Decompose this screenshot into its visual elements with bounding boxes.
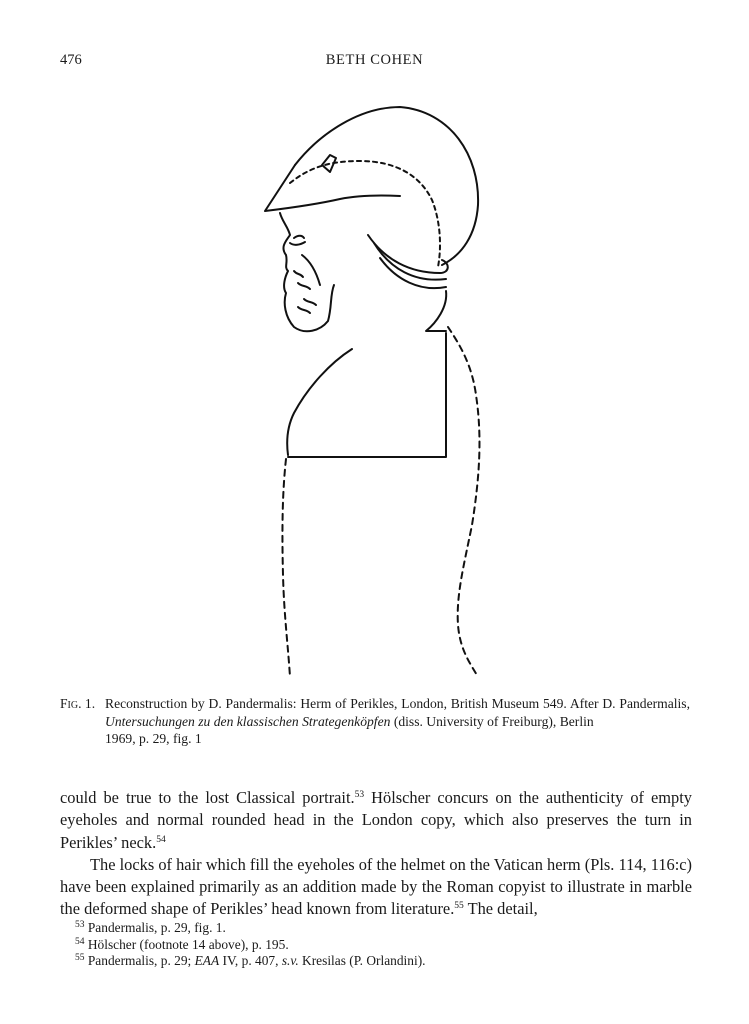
figure-label	[60, 695, 105, 748]
para2-text: The locks of hair which fill the eyeholes of the helmet on the Vatican herm (Pls. 114, 116:c) have been explained primarily as an addition made by the Roman copyist to illustrate in marble the deformed shape of Perikles’ head known from literature.	[60, 854, 692, 919]
caption-text	[105, 695, 690, 748]
figure-label-number: . 1.	[78, 696, 96, 711]
paragraph-1	[60, 787, 692, 854]
helmet-back-rim	[368, 235, 448, 273]
neck-band	[374, 243, 446, 288]
footnote-ref-54: 54	[156, 834, 166, 845]
footnote-text: Kresilas (P. Orlandini).	[302, 953, 426, 969]
footnote-text: Pandermalis, p. 29, fig. 1.	[87, 920, 226, 935]
para1-text: could be true to the lost Classical portrait.	[60, 788, 355, 807]
caption-part3: 1969, p. 29, fig. 1	[105, 731, 202, 746]
footnote-text: Hölscher (footnote 14 above), p. 195.	[87, 936, 289, 952]
paragraph-2	[60, 854, 692, 921]
helmet-visor	[265, 165, 400, 211]
page-number: 476	[60, 52, 82, 68]
para2-text2: The detail,	[463, 899, 538, 919]
helmet-eyehole-dashed	[290, 161, 440, 267]
figure-caption	[60, 695, 690, 748]
body-text	[60, 787, 692, 921]
footnote-text: Pandermalis, p. 29;	[87, 953, 192, 969]
bust-front	[287, 349, 352, 455]
footnote-53	[75, 920, 695, 937]
neck-back	[426, 291, 446, 331]
footnotes	[75, 920, 695, 970]
figure-label-prefix: Fig	[60, 696, 79, 711]
footnote-number: 55	[75, 953, 85, 964]
bust-base	[288, 333, 446, 457]
beard-texture	[294, 271, 316, 313]
face-cheek	[302, 255, 320, 285]
footnote-55	[75, 953, 695, 970]
face-eye	[290, 236, 305, 245]
footnote-italic: s.v.	[281, 953, 299, 969]
running-head: BETH COHEN	[325, 52, 424, 68]
footnote-54	[75, 937, 695, 954]
herm-shaft-dashed-left	[282, 459, 290, 677]
footnote-italic: EAA	[194, 953, 220, 969]
caption-part1: Reconstruction by D. Pandermalis: Herm of Perikles, London, British Museum 549. After D. Pandermalis,	[105, 696, 690, 711]
footnote-number: 53	[75, 920, 85, 930]
herm-shaft-dashed-right	[448, 327, 479, 677]
face-profile	[280, 213, 334, 331]
helmet-dome	[295, 107, 478, 265]
caption-title: Untersuchungen zu den klassischen Strategenköpfen	[105, 713, 391, 729]
herm-reconstruction-figure	[250, 95, 490, 685]
footnote-ref-55: 55	[454, 901, 464, 912]
footnote-text: IV, p. 407,	[222, 953, 279, 969]
footnote-number: 54	[75, 936, 85, 947]
footnote-ref-53: 53	[354, 790, 365, 800]
para1-text2: Hölscher concurs on the authenticity of empty eyeholes and normal rounded head in the London copy, which also preserves the turn in Perikles’ neck.	[60, 788, 692, 852]
caption-part2: (diss. University of Freiburg), Berlin	[393, 713, 594, 729]
